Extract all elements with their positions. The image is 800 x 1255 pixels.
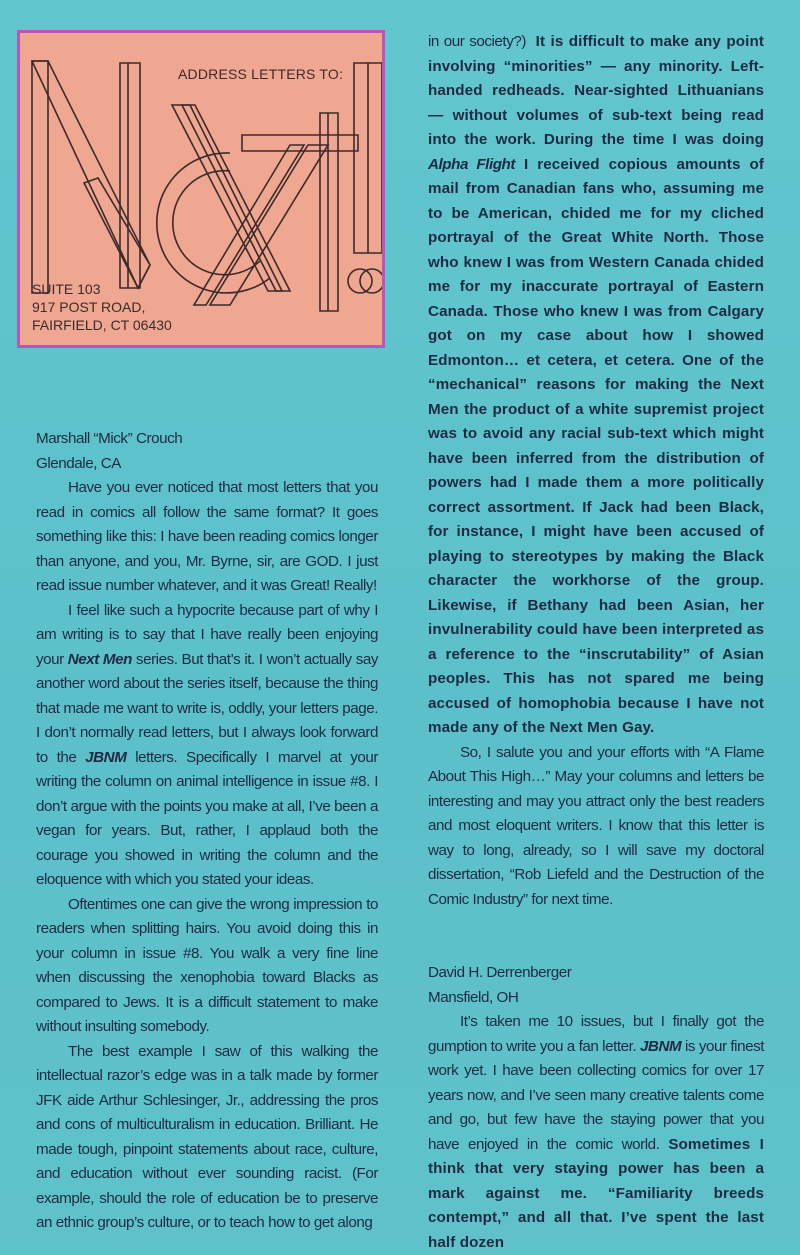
letter-paragraph: Oftentimes one can give the wrong impression to readers when splitting hairs. You avoid doing this in your column in issue #8. You walk a very fine line when discussing the xenophobia toward Blacks as compared to Jews. It is a difficult statement to make without insulting somebody. xyxy=(36,895,378,1035)
address-line: 917 POST ROAD, xyxy=(32,299,146,315)
series-title: Next Men xyxy=(67,650,132,668)
address-line: SUITE 103 xyxy=(32,281,101,297)
letter-author: Marshall “Mick” Crouch xyxy=(36,430,183,447)
left-column xyxy=(36,427,378,1236)
letter-paragraph: in our society?) It is difficult to make any point involving “minorities” — any minority. Left-handed redheads. Near-sighted Lithuanians — without volumes of sub-text being read into the work. During the time I was doing Alpha Flight I received copious amounts of mail from Canadian fans who, assuming me to be American, chided me for my cliched portrayal of the Great White North. Those who knew I was from Western Canada chided me for my inaccurate portrayal of Eastern Canada. Those who knew I was from Calgary got on my case about how I showed Edmonton… et cetera, et cetera. One of the “mechanical” reasons for making the Next Men the product of a white supremist project was to avoid any racial sub-text which might have been inferred from the distribution of powers had I made them a more politically correct assortment. If Jack had been Black, for instance, I might have been accused of playing to stereotypes by making the Black character the workhorse of the group. Likewise, if Bethany had been Asian, her invulnerability could have been interpreted as a reference to the “inscrutability” of Asian peoples. This has not spared me being accused of homophobia because I have not made any of the Next Men Gay. xyxy=(428,33,764,736)
series-abbrev: JBNM xyxy=(85,748,127,766)
letter-author: David H. Derrenberger xyxy=(428,964,572,981)
address-box xyxy=(17,30,385,348)
letter-paragraph: It’s taken me 10 issues, but I finally got the gumption to write you a fan letter. JBNM is your finest work yet. I have been collecting comics for over 17 years now, and I’ve seen many creative talents come and go, but few have the staying power that you have enjoyed in the comic world. Sometimes I think that very staying power has been a mark against me. “Familiarity breeds contempt,” and all that. I’ve spent the last half dozen xyxy=(428,1013,764,1251)
address-line: FAIRFIELD, CT 06430 xyxy=(32,317,172,333)
letter-location: Mansfield, OH xyxy=(428,988,519,1006)
letter-separator xyxy=(428,912,764,961)
editor-response: I received copious amounts of mail from Canadian fans who, assuming me to be American, chided me for my cliched portrayal of the Great White North. Those who knew I was from Western Canada chided me for my inaccurate portrayal of Eastern Canada. Those who knew I was from Calgary got on my case about how I showed Edmonton… et cetera, et cetera. One of the “mechanical” reasons for making the Next Men the product of a white supremist project was to avoid any racial sub-text which might have been inferred from the distribution of powers had I made them a more politically correct assortment. If Jack had been Black, for instance, I might have been accused of playing to stereotypes by making the Black character the workhorse of the group. Likewise, if Bethany had been Asian, her invulnerability could have been interpreted as a reference to the “inscrutability” of Asian peoples. This has not spared me being accused of homophobia because I have not made any of the Next Men Gay. xyxy=(428,155,764,736)
letter-paragraph: The best example I saw of this walking the intellectual razor’s edge was in a talk made by former JFK aide Arthur Schlesinger, Jr., addressing the pros and cons of multiculturalism in education. Brilliant. He made tough, pinpoint statements about race, culture, and education without ever sounding racist. (For example, should the role of education be to preserve an ethnic group’s culture, or to teach how to get along xyxy=(36,1042,378,1231)
letter-paragraph: I feel like such a hypocrite because part of why I am writing is to say that I have really been enjoying your Next Men series. But that’s it. I won’t actually say another word about the series itself, because the thing that made me want to write is, oddly, your letters page. I don’t normally read letters, but I always look forward to the JBNM letters. Specifically I marvel at your writing the column on animal intelligence in issue #8. I don’t argue with the points you make at all, I’ve been a vegan for years. But, rather, I applaud both the courage you showed in writing the column and the eloquence with which you stated your ideas. xyxy=(36,601,378,888)
letter-paragraph: Have you ever noticed that most letters that you read in comics all follow the same format? It goes something like this: I have been reading comics longer than anyone, and you, Mr. Byrne, sir, are GOD. I just read issue number whatever, and it was Great! Really! xyxy=(36,479,378,594)
editor-response: Sometimes I think that very staying power has been a mark against me. “Familiarity breeds contempt,” and all that. I’ve spent the last half dozen xyxy=(428,1135,764,1251)
mailing-address xyxy=(32,280,172,334)
letter-location: Glendale, CA xyxy=(36,454,121,472)
series-title: Alpha Flight xyxy=(428,155,515,173)
right-column xyxy=(428,30,764,1255)
letter-paragraph: So, I salute you and your efforts with “A Flame About This High…” May your columns and letters be interesting and may you attract only the best readers and most eloquent writers. I know that this letter is way to long, already, so I will save my doctoral dissertation, “Rob Liefeld and the Destruction of the Comic Industry” for next time. xyxy=(428,743,764,908)
series-abbrev: JBNM xyxy=(639,1037,682,1055)
editor-response: It is difficult to make any point involving “minorities” — any minority. Left-handed redheads. Near-sighted Lithuanians — without volumes of sub-text being read into the work. During the time I was doing xyxy=(428,33,764,148)
address-header: ADDRESS LETTERS TO: xyxy=(178,66,344,82)
